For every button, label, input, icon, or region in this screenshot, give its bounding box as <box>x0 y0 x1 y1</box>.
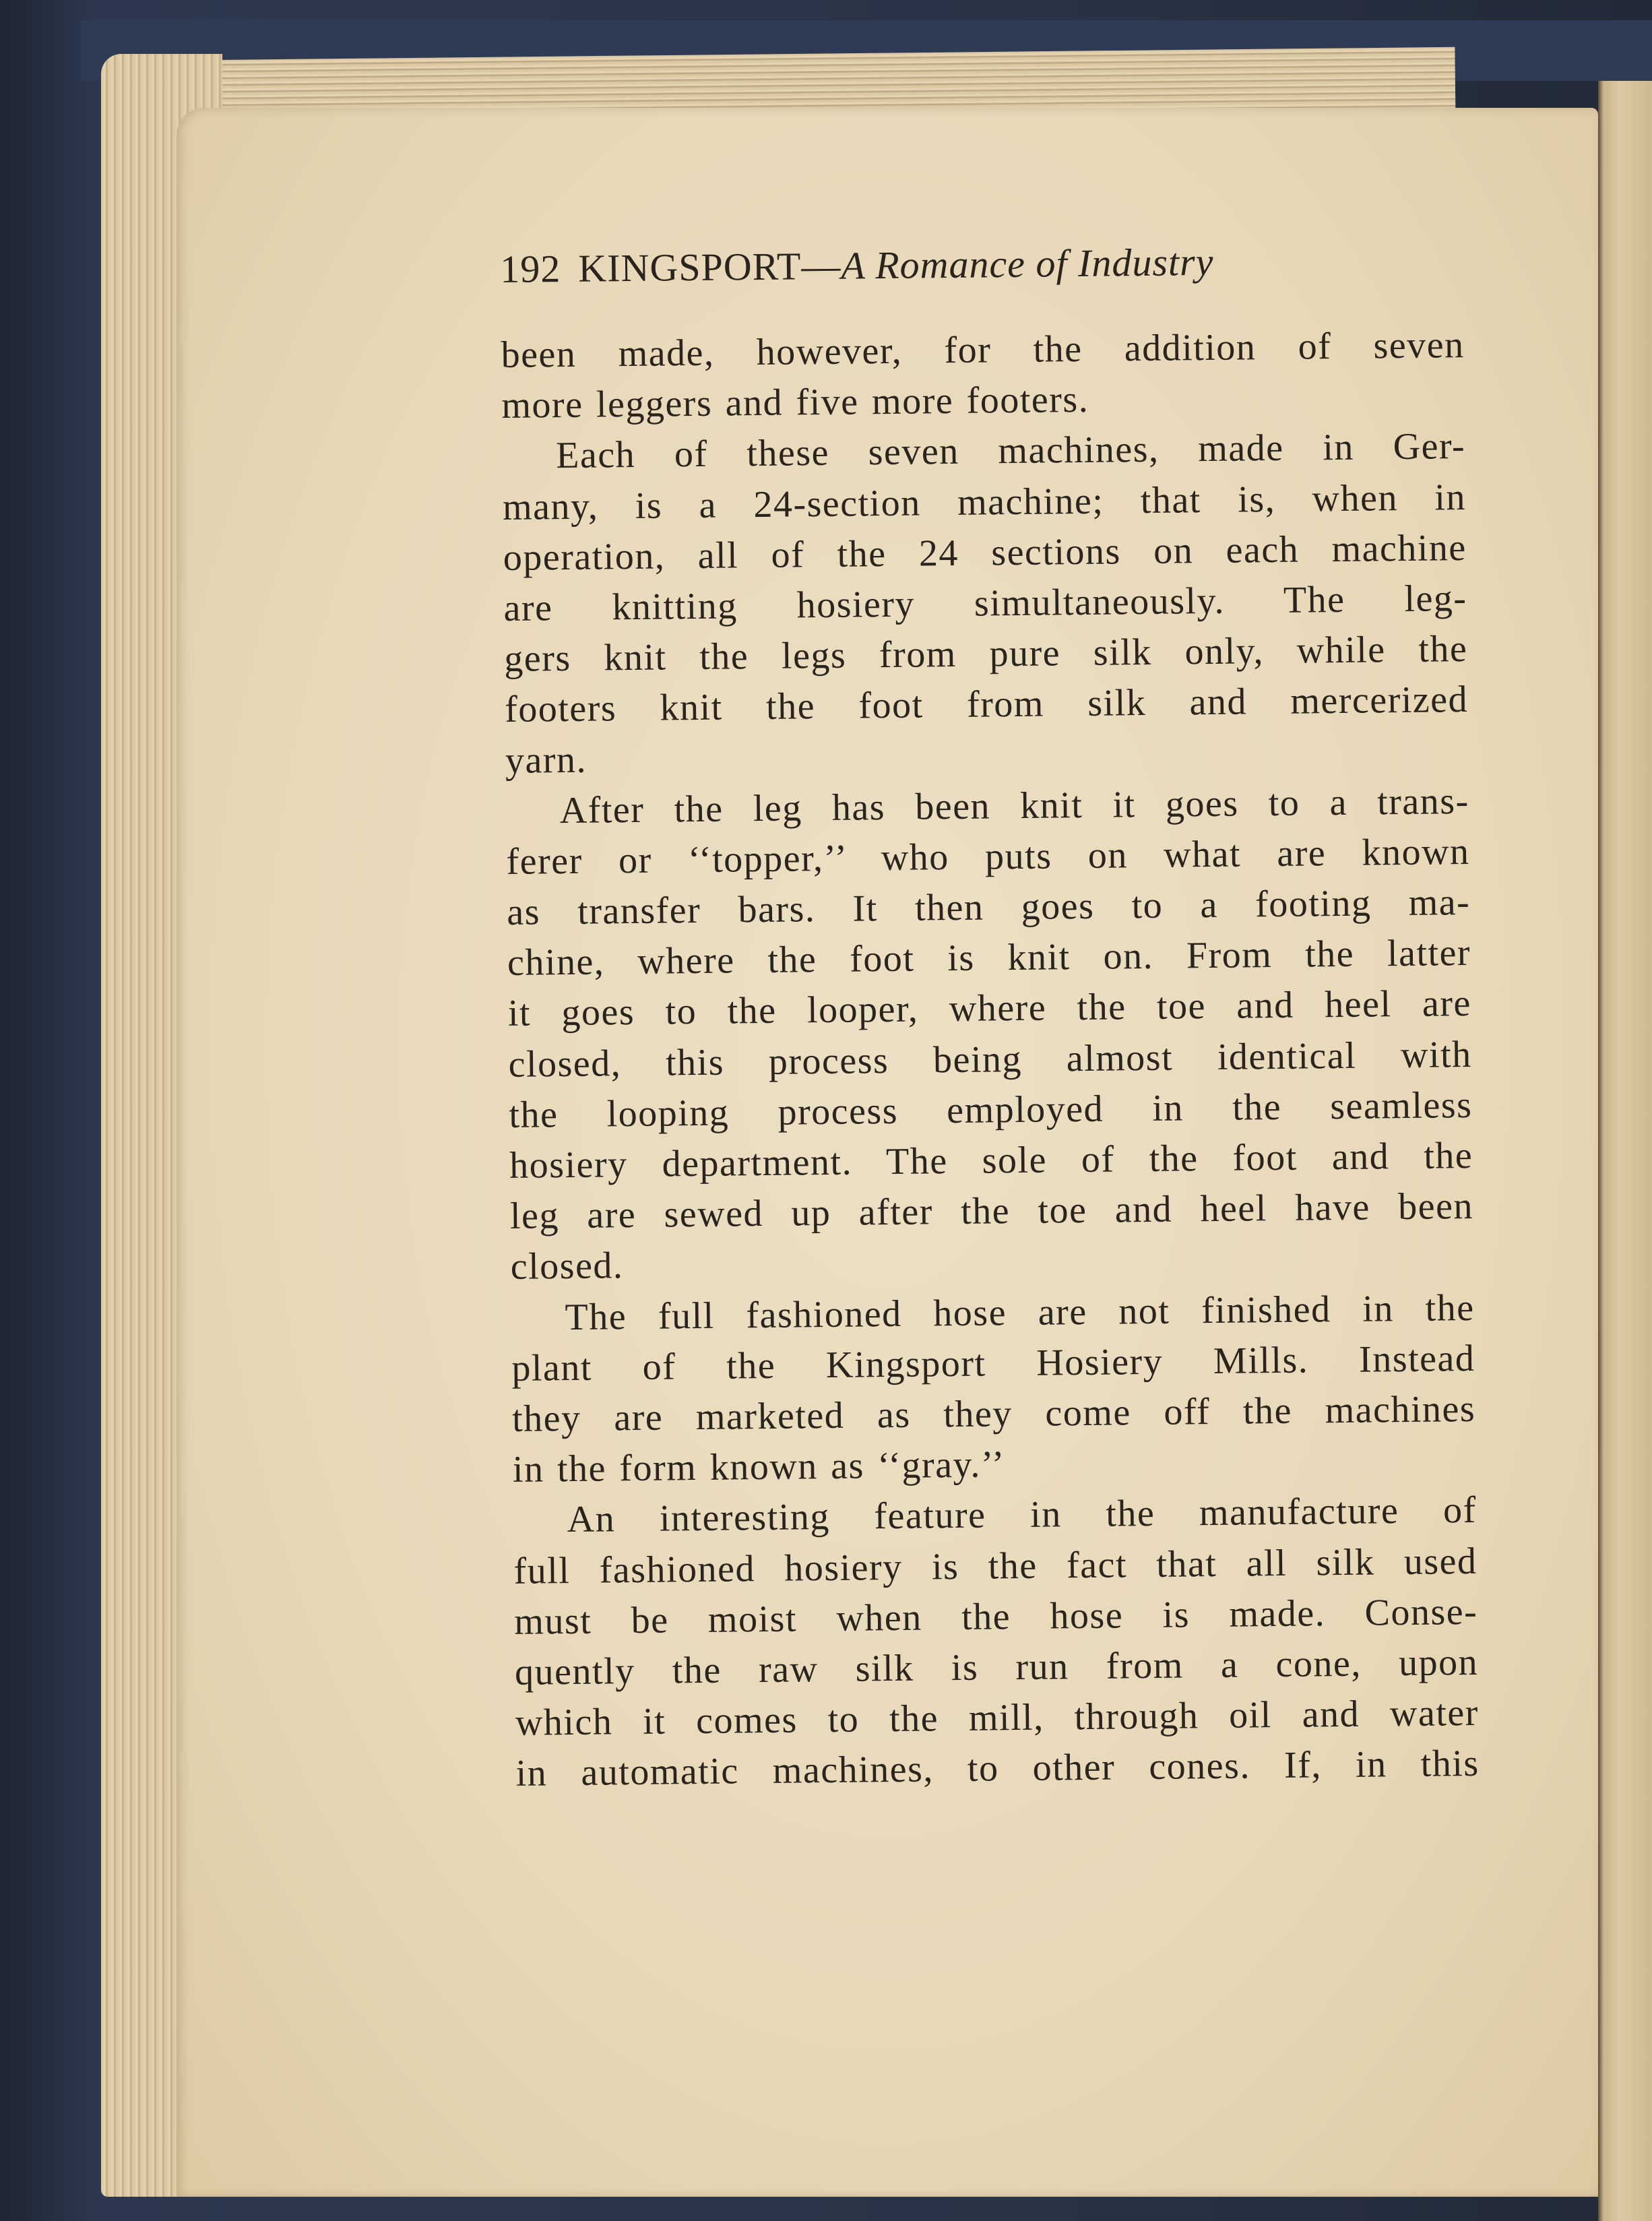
book-subtitle: A Romance of Industry <box>840 239 1214 288</box>
facing-page-edge <box>1598 81 1652 2221</box>
text-line: The full fashioned hose are not finished in the <box>565 1286 1475 1338</box>
text-line: in the form known as ‘‘gray.’’ <box>512 1443 1006 1491</box>
text-line: the looping process employed in the seamless <box>509 1084 1473 1136</box>
body-text <box>501 320 1480 1799</box>
text-line: must be moist when the hose is made. Conse- <box>514 1590 1478 1643</box>
text-line: An interesting feature in the manufacture of <box>567 1489 1477 1541</box>
text-line: full fashioned hosiery is the fact that all silk used <box>513 1540 1478 1592</box>
text-line: footers knit the foot from silk and mercerized <box>504 679 1469 731</box>
text-line: gers knit the legs from pure silk only, while the <box>504 628 1468 681</box>
text-line: Each of these seven machines, made in Ger- <box>555 425 1466 477</box>
text-line: plant of the Kingsport Hosiery Mills. Instead <box>511 1337 1475 1389</box>
text-line: closed. <box>510 1245 624 1288</box>
text-line: been made, however, for the addition of seven <box>501 324 1465 376</box>
text-line: operation, all of the 24 sections on each machine <box>503 526 1467 579</box>
text-line: are knitting hosiery simultaneously. The leg- <box>503 577 1467 629</box>
text-line: more leggers and five more footers. <box>501 379 1089 427</box>
text-line: quently the raw silk is run from a cone, upon <box>514 1641 1479 1693</box>
text-line: ferer or ‘‘topper,’’ who puts on what are known <box>506 830 1470 883</box>
text-line: as transfer bars. It then goes to a footing ma- <box>506 881 1471 934</box>
text-line: After the leg has been knit it goes to a trans- <box>559 780 1469 832</box>
text-line: closed, this process being almost identical with <box>508 1033 1472 1086</box>
text-line: yarn. <box>505 739 587 782</box>
text-line: which it comes to the mill, through oil and water <box>515 1691 1480 1744</box>
text-line: chine, where the foot is knit on. From the latter <box>507 932 1471 984</box>
text-line: hosiery department. The sole of the foot and the <box>509 1134 1473 1187</box>
text-line: in automatic machines, to other cones. If, in this <box>515 1743 1480 1795</box>
page-text <box>500 239 1480 1799</box>
text-line: leg are sewed up after the toe and heel have been <box>509 1185 1474 1238</box>
book-title: KINGSPORT— <box>577 243 841 290</box>
running-header <box>500 239 1464 330</box>
page-number: 192 <box>499 247 561 291</box>
text-line: many, is a 24-section machine; that is, when in <box>502 476 1467 528</box>
text-line: they are marketed as they come off the machines <box>511 1387 1476 1440</box>
text-line: it goes to the looper, where the toe and heel are <box>507 982 1472 1035</box>
